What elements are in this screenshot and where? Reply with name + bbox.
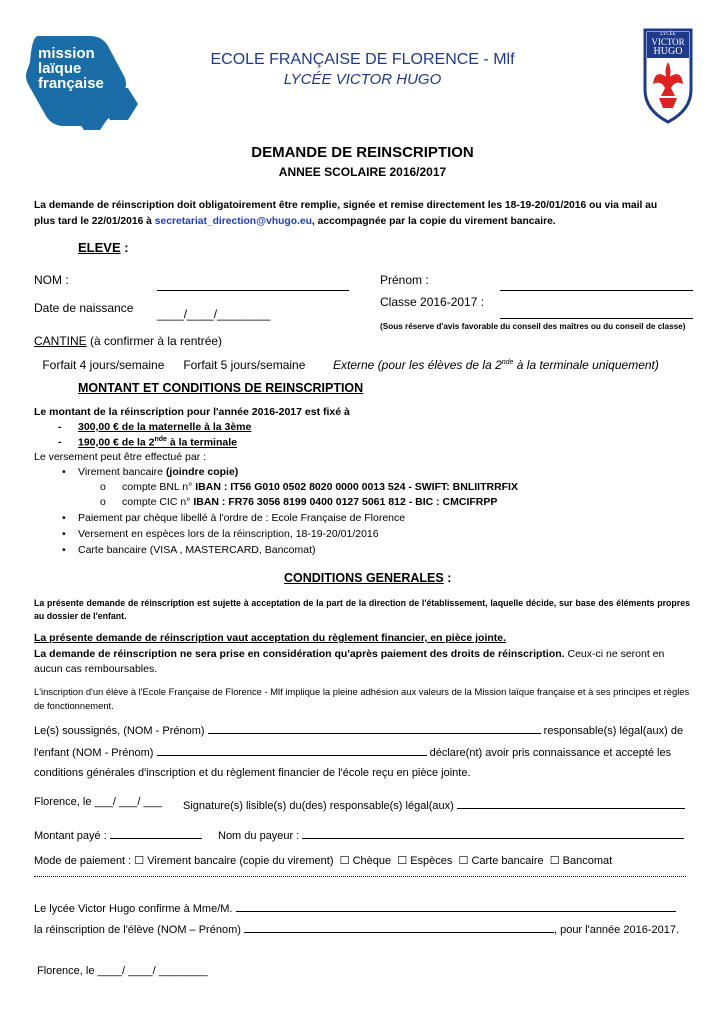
mlf-logo [24, 32, 146, 130]
crest-top: LYCÉE [660, 32, 676, 37]
conditions-p2: La présente demande de réinscription vaut acceptation du règlement financier, en pièce jointe. [34, 632, 507, 644]
virement-label: Virement bancaire [78, 466, 166, 478]
confirm-name-field[interactable] [236, 899, 676, 912]
nom-payeur-field[interactable] [302, 826, 684, 839]
mode-paiement-label: Mode de paiement : [34, 855, 132, 867]
contact-email-link[interactable]: secretariat_direction@vhugo.eu [154, 216, 312, 227]
crest-name-2: HUGO [653, 46, 683, 57]
confirm-date-field[interactable]: Florence, le ____/ ____/ ________ [37, 965, 208, 977]
conditions-heading-colon: : [443, 571, 452, 585]
conditions-heading: CONDITIONS GENERALES [284, 571, 444, 585]
mode-bancomat-checkbox[interactable]: ☐ [549, 855, 560, 867]
soussignes-label: Le(s) soussignés, (NOM - Prénom) [34, 725, 205, 737]
payment-cheque: Paiement par chèque libellé à l'ordre de : Ecole Française de Florence [78, 512, 406, 524]
externe-label-a: Externe (pour les élèves de la 2 [333, 358, 502, 372]
mode-especes-checkbox[interactable]: ☐ [397, 855, 408, 867]
signature-label: Signature(s) lisible(s) du(des) responsable(s) légal(aux) [183, 800, 454, 812]
cic-iban: IBAN : FR76 3056 8199 0400 0127 5061 812 - BIC : CMCIFRPP [193, 496, 498, 508]
montant-lycee-a: 190,00 € de la 2 [78, 436, 155, 449]
montant-lycee-b: à la terminale [166, 436, 237, 449]
nom-payeur-label: Nom du payeur : [218, 830, 300, 842]
bnl-label: compte BNL n° [122, 481, 196, 493]
externe-sup: nde [501, 359, 514, 366]
classe-field[interactable] [500, 318, 693, 319]
conditions-p1: La présente demande de réinscription est sujette à acceptation de la part de la direction de l'établissement, laquelle décide, sur base des éléments propres au dossier de l'enfant. [34, 598, 690, 621]
date-signature-field[interactable]: Florence, le ___/ ___/ ___ [34, 796, 162, 808]
conditions-p3b: Ceux-ci ne seront en aucun cas remboursables. [34, 648, 665, 675]
mode-carte-checkbox[interactable]: ☐ [458, 855, 469, 867]
payment-carte: Carte bancaire (VISA , MASTERCARD, Bancomat) [78, 544, 316, 556]
conditions-p4: L'inscription d'un élève à l'Ecole Française de Florence - Mlf implique la pleine adhésion aux valeurs de la Mission laïque française et à ses principes et règles de fonctionnement. [34, 686, 690, 711]
classe-label: Classe 2016-2017 : [380, 295, 485, 309]
date-label: Date de naissance [34, 301, 134, 315]
declare-label: déclare(nt) avoir pris connaissance et accepté les [429, 747, 672, 759]
confirm-eleve-field[interactable] [244, 920, 554, 933]
enfant-label: l'enfant (NOM - Prénom) [34, 747, 154, 759]
soussignes-field[interactable] [208, 721, 541, 734]
mode-cheque-checkbox[interactable]: ☐ [339, 855, 350, 867]
externe-label-b: à la terminale uniquement) [513, 358, 659, 372]
school-name: ECOLE FRANÇAISE DE FLORENCE - Mlf [210, 51, 515, 68]
intro-line-2b: , accompagnée par la copie du virement bancaire. [311, 216, 556, 227]
mode-carte-label: Carte bancaire [471, 855, 544, 867]
forfait-4-label: Forfait 4 jours/semaine [39, 358, 165, 372]
virement-note: (joindre copie) [165, 466, 239, 478]
crest-name-1: VICTOR [651, 37, 685, 47]
cantine-label: CANTINE [34, 334, 87, 348]
eleve-heading-colon: : [120, 240, 129, 255]
page-title: DEMANDE DE REINSCRIPTION [251, 144, 474, 161]
mode-virement-label: Virement bancaire (copie du virement) [147, 855, 334, 867]
confirm-label: Le lycée Victor Hugo confirme à Mme/M. [34, 903, 233, 915]
date-field[interactable]: ____/____/________ [157, 307, 271, 321]
nom-field[interactable] [157, 290, 349, 291]
payment-especes: Versement en espèces lors de la réinscription, 18-19-20/01/2016 [78, 528, 379, 540]
conditions-p3a: La demande de réinscription ne sera prise en considération qu'après paiement des droits de réinscription. [34, 648, 565, 660]
mode-bancomat-label: Bancomat [562, 855, 613, 867]
mlf-logo-word-2: laïque [38, 60, 82, 77]
nom-label: NOM : [34, 273, 69, 287]
mode-virement-checkbox[interactable]: ☐ [134, 855, 145, 867]
separator-dotted [34, 876, 686, 877]
versement-intro: Le versement peut être effectué par : [34, 451, 206, 463]
school-crest [643, 28, 693, 124]
confirm-year-label: , pour l'année 2016-2017. [553, 924, 680, 936]
eleve-heading: ELEVE [78, 240, 121, 255]
school-subtitle: LYCÉE VICTOR HUGO [283, 71, 442, 88]
responsable-label: responsable(s) légal(aux) de [543, 725, 684, 737]
confirm-eleve-label: la réinscription de l'élève (NOM – Prénom) [34, 924, 241, 936]
intro-line-1: La demande de réinscription doit obligatoirement être remplie, signée et remise directement les 18-19-20/01/2016 ou via mail au [34, 200, 658, 211]
mode-especes-label: Espèces [410, 855, 453, 867]
conditions-acceptance: conditions générales d'inscription et du règlement financier de l'école reçu en pièce jointe. [34, 767, 471, 779]
mlf-logo-word-1: mission [38, 45, 95, 62]
enfant-field[interactable] [157, 743, 427, 756]
montant-intro: Le montant de la réinscription pour l'année 2016-2017 est fixé à [34, 406, 350, 418]
mlf-logo-word-3: française [38, 75, 104, 92]
montant-paye-label: Montant payé : [34, 830, 107, 842]
prenom-field[interactable] [500, 290, 693, 291]
school-year: ANNEE SCOLAIRE 2016/2017 [278, 165, 447, 179]
intro-line-2a: plus tard le 22/01/2016 à [34, 216, 155, 227]
montant-paye-field[interactable] [110, 826, 202, 839]
mode-cheque-label: Chèque [352, 855, 392, 867]
prenom-label: Prénom : [380, 273, 429, 287]
bnl-iban: IBAN : IT56 G010 0502 8020 0000 0013 524 - SWIFT: BNLIITRRFIX [195, 481, 518, 493]
montant-heading: MONTANT ET CONDITIONS DE REINSCRIPTION [78, 381, 364, 395]
montant-lycee-sup: nde [154, 436, 167, 443]
classe-note: (Sous réserve d'avis favorable du conseil des maîtres ou du conseil de classe) [380, 322, 686, 331]
signature-field[interactable] [457, 796, 685, 809]
montant-maternelle: 300,00 € de la maternelle à la 3ème [78, 421, 252, 433]
cantine-note: (à confirmer à la rentrée) [86, 334, 223, 348]
forfait-5-label: Forfait 5 jours/semaine [180, 358, 306, 372]
cic-label: compte CIC n° [122, 496, 194, 508]
